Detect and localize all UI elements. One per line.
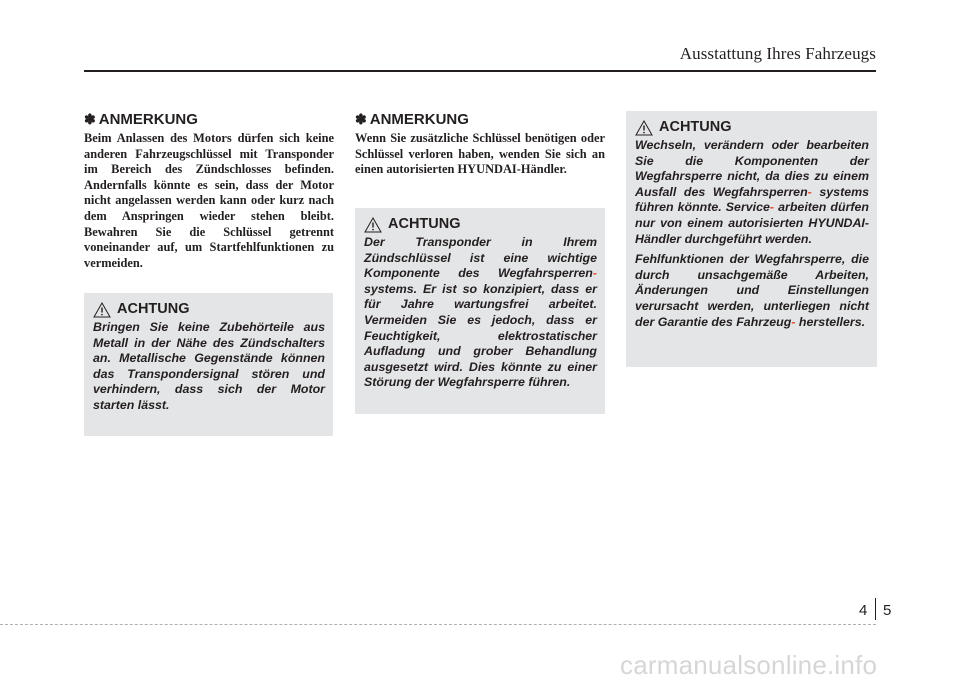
caution-text: Wechseln, verändern oder bearbeiten Sie die Komponenten der Wegfahrsperre nicht, da dies zu einem Ausfall des Wegfahrsperren- systems führen könnte. Service- arbeiten dürfen nur von einem autorisierten HYUNDAI-Händler durchgeführt werden. (635, 138, 869, 246)
warning-triangle-icon (93, 302, 111, 318)
caution-heading: ACHTUNG (364, 216, 597, 233)
watermark: carmanualsonline.info (620, 650, 878, 680)
running-header: Ausstattung Ihres Fahrzeugs (679, 44, 876, 63)
page-number: 5 (883, 602, 892, 619)
chapter-number: 4 (859, 602, 868, 619)
hyphen-mark: - (592, 266, 597, 281)
warning-triangle-icon (364, 217, 382, 233)
caution-heading: ACHTUNG (635, 119, 869, 136)
caution-box (355, 208, 605, 414)
page-number-divider (875, 598, 876, 620)
note-body: Wenn Sie zusätzliche Schlüssel benötigen oder Schlüssel verloren haben, wenden Sie sich an einen autorisierten HYUNDAI-Händler. (355, 131, 605, 177)
caution-text: Fehlfunktionen der Wegfahrsperre, die durch unsachgemäße Arbeiten, Änderungen und Einstellungen verursacht werden, unterliegen nicht der Garantie des Fahrzeug- herstellers. (635, 252, 869, 329)
header-rule (84, 70, 876, 72)
warning-triangle-icon (635, 120, 653, 136)
note-heading: ✽ ANMERKUNG (84, 111, 198, 128)
caution-box (626, 111, 877, 367)
caution-text: Der Transponder in Ihrem Zündschlüssel ist eine wichtige Komponente des Wegfahrsperren- systems. Er ist so konzipiert, dass er für Jahre wartungsfrei arbeitet. Vermeiden Sie es jedoch, dass er Feuchtigkeit, elektrostatischer Aufladung und grober Behandlung ausgesetzt wird. Dies könnte zu einer Störung der Wegfahrsperre führen. (364, 235, 597, 390)
note-body: Beim Anlassen des Motors dürfen sich keine anderen Fahrzeugschlüssel mit Transponder im Bereich des Zündschlosses befinden. Andernfalls könnte es sein, dass der Motor nicht angelassen werden kann oder kurz nach dem Anspringen wieder stehen bleibt. Bewahren Sie die Schlüssel getrennt voneinander auf, um Startfehlfunktionen zu vermeiden. (84, 131, 334, 270)
footer-rule (0, 624, 876, 625)
column-2 (355, 110, 605, 178)
note-star-icon: ✽ (84, 111, 96, 127)
caution-box (84, 293, 333, 436)
hyphen-mark: - (791, 314, 796, 329)
note-star-icon: ✽ (355, 111, 367, 127)
caution-heading: ACHTUNG (93, 301, 325, 318)
caution-text: Bringen Sie keine Zubehörteile aus Metall in der Nähe des Zündschalters an. Metallische Gegenstände können das Transpondersignal stören und verhindern, dass sich der Motor starten lässt. (93, 320, 325, 412)
note-heading: ✽ ANMERKUNG (355, 111, 469, 128)
hyphen-mark: - (807, 184, 812, 199)
column-1 (84, 110, 334, 271)
hyphen-mark: - (769, 200, 775, 215)
